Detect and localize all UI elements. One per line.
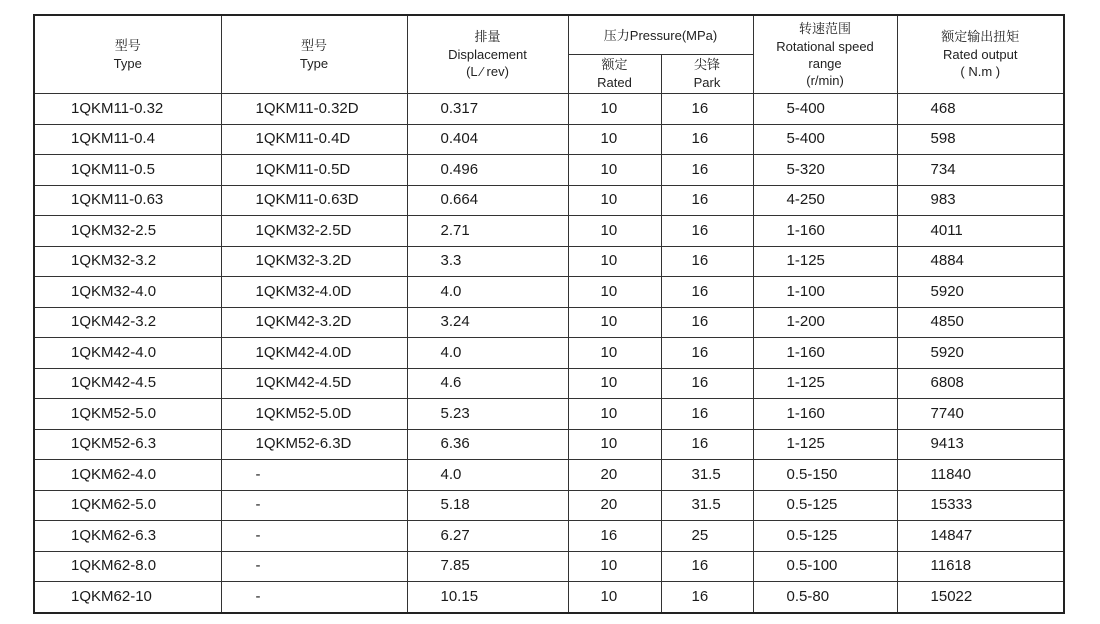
cell-park-pressure: 16 <box>661 216 753 247</box>
table-row <box>34 582 1064 613</box>
header-torque-zh: 额定输出扭矩 <box>941 30 1020 45</box>
cell-park-pressure: 16 <box>661 185 753 216</box>
cell-displacement: 2.71 <box>407 216 568 247</box>
header-torque-unit: ( N.m ) <box>960 64 1001 79</box>
header-displacement-unit: (L ∕ rev) <box>466 64 509 79</box>
cell-rated-torque: 9413 <box>897 429 1064 460</box>
cell-displacement: 4.0 <box>407 338 568 369</box>
header-displacement <box>407 15 568 94</box>
cell-model-d: - <box>221 460 407 491</box>
cell-model: 1QKM62-5.0 <box>34 490 221 521</box>
header-speed-zh: 转速范围 <box>799 21 852 37</box>
cell-park-pressure: 16 <box>661 338 753 369</box>
cell-model-d: 1QKM42-3.2D <box>221 307 407 338</box>
header-torque-en: Rated output <box>943 47 1018 62</box>
cell-rated-torque: 983 <box>897 185 1064 216</box>
header-rated <box>568 55 661 94</box>
cell-speed-range: 0.5-150 <box>753 460 897 491</box>
cell-rated-pressure: 10 <box>568 338 661 369</box>
table-row <box>34 521 1064 552</box>
cell-model: 1QKM42-3.2 <box>34 307 221 338</box>
header-park-zh: 尖锋 <box>694 58 721 73</box>
header-type-1-zh: 型号 <box>114 38 141 54</box>
header-park-en: Park <box>693 75 721 90</box>
cell-park-pressure: 16 <box>661 429 753 460</box>
cell-model: 1QKM62-4.0 <box>34 460 221 491</box>
table-header <box>34 15 1064 94</box>
cell-displacement: 7.85 <box>407 551 568 582</box>
table-row <box>34 460 1064 491</box>
cell-model-d: - <box>221 582 407 613</box>
table-body <box>34 94 1064 613</box>
header-pressure-label: 压力Pressure(MPa) <box>603 27 718 43</box>
cell-model-d: 1QKM32-2.5D <box>221 216 407 247</box>
cell-model: 1QKM42-4.0 <box>34 338 221 369</box>
cell-displacement: 5.23 <box>407 399 568 430</box>
cell-rated-pressure: 10 <box>568 124 661 155</box>
cell-displacement: 10.15 <box>407 582 568 613</box>
cell-rated-pressure: 20 <box>568 490 661 521</box>
cell-park-pressure: 16 <box>661 246 753 277</box>
cell-rated-torque: 14847 <box>897 521 1064 552</box>
cell-park-pressure: 16 <box>661 155 753 186</box>
cell-speed-range: 4-250 <box>753 185 897 216</box>
cell-rated-pressure: 10 <box>568 582 661 613</box>
cell-rated-pressure: 10 <box>568 94 661 125</box>
cell-rated-pressure: 10 <box>568 368 661 399</box>
cell-rated-torque: 4850 <box>897 307 1064 338</box>
cell-speed-range: 0.5-125 <box>753 490 897 521</box>
cell-model-d: 1QKM42-4.0D <box>221 338 407 369</box>
cell-speed-range: 5-320 <box>753 155 897 186</box>
cell-speed-range: 0.5-125 <box>753 521 897 552</box>
cell-speed-range: 0.5-80 <box>753 582 897 613</box>
cell-model-d: 1QKM42-4.5D <box>221 368 407 399</box>
cell-model: 1QKM11-0.63 <box>34 185 221 216</box>
header-displacement-zh: 排量 <box>474 30 501 45</box>
table-row <box>34 307 1064 338</box>
header-type-2 <box>221 15 407 94</box>
cell-model-d: 1QKM11-0.32D <box>221 94 407 125</box>
cell-park-pressure: 16 <box>661 277 753 308</box>
cell-speed-range: 5-400 <box>753 94 897 125</box>
cell-rated-pressure: 10 <box>568 551 661 582</box>
cell-park-pressure: 31.5 <box>661 490 753 521</box>
cell-rated-torque: 11618 <box>897 551 1064 582</box>
header-speed <box>753 15 897 94</box>
cell-rated-pressure: 10 <box>568 185 661 216</box>
cell-model: 1QKM32-3.2 <box>34 246 221 277</box>
cell-displacement: 3.24 <box>407 307 568 338</box>
cell-rated-torque: 4011 <box>897 216 1064 247</box>
cell-park-pressure: 16 <box>661 307 753 338</box>
cell-rated-pressure: 10 <box>568 399 661 430</box>
cell-park-pressure: 16 <box>661 124 753 155</box>
cell-rated-torque: 7740 <box>897 399 1064 430</box>
header-type-2-en: Type <box>299 55 329 71</box>
table-row <box>34 155 1064 186</box>
cell-displacement: 0.404 <box>407 124 568 155</box>
cell-rated-pressure: 10 <box>568 307 661 338</box>
cell-rated-torque: 15022 <box>897 582 1064 613</box>
cell-model-d: 1QKM11-0.63D <box>221 185 407 216</box>
cell-displacement: 6.27 <box>407 521 568 552</box>
cell-model-d: 1QKM32-4.0D <box>221 277 407 308</box>
header-type-1 <box>34 15 221 94</box>
cell-rated-torque: 468 <box>897 94 1064 125</box>
cell-park-pressure: 16 <box>661 368 753 399</box>
cell-rated-torque: 15333 <box>897 490 1064 521</box>
header-speed-en-2: range <box>808 55 842 71</box>
cell-model: 1QKM52-6.3 <box>34 429 221 460</box>
cell-speed-range: 1-100 <box>753 277 897 308</box>
cell-model: 1QKM11-0.5 <box>34 155 221 186</box>
cell-model: 1QKM11-0.4 <box>34 124 221 155</box>
cell-displacement: 4.0 <box>407 460 568 491</box>
cell-rated-pressure: 10 <box>568 277 661 308</box>
cell-displacement: 0.317 <box>407 94 568 125</box>
cell-speed-range: 0.5-100 <box>753 551 897 582</box>
header-torque <box>897 15 1064 94</box>
cell-model: 1QKM62-8.0 <box>34 551 221 582</box>
header-displacement-en: Displacement <box>448 47 527 62</box>
cell-displacement: 6.36 <box>407 429 568 460</box>
cell-model-d: - <box>221 490 407 521</box>
cell-model-d: 1QKM52-6.3D <box>221 429 407 460</box>
cell-rated-pressure: 10 <box>568 246 661 277</box>
cell-rated-torque: 598 <box>897 124 1064 155</box>
cell-rated-pressure: 16 <box>568 521 661 552</box>
cell-displacement: 5.18 <box>407 490 568 521</box>
header-type-2-zh: 型号 <box>300 38 327 54</box>
cell-speed-range: 1-200 <box>753 307 897 338</box>
cell-rated-torque: 4884 <box>897 246 1064 277</box>
cell-park-pressure: 31.5 <box>661 460 753 491</box>
header-row-1 <box>34 15 1064 55</box>
spec-table <box>33 14 1065 614</box>
header-type-1-en: Type <box>113 55 142 71</box>
cell-park-pressure: 16 <box>661 582 753 613</box>
cell-speed-range: 1-160 <box>753 399 897 430</box>
table-row <box>34 246 1064 277</box>
cell-model: 1QKM32-4.0 <box>34 277 221 308</box>
cell-rated-pressure: 20 <box>568 460 661 491</box>
cell-model-d: 1QKM11-0.4D <box>221 124 407 155</box>
cell-park-pressure: 25 <box>661 521 753 552</box>
table-row <box>34 124 1064 155</box>
cell-speed-range: 1-160 <box>753 216 897 247</box>
table-row <box>34 368 1064 399</box>
cell-displacement: 4.6 <box>407 368 568 399</box>
cell-rated-torque: 5920 <box>897 277 1064 308</box>
table-row <box>34 338 1064 369</box>
table-row <box>34 399 1064 430</box>
header-speed-unit: (r/min) <box>806 72 844 88</box>
cell-model: 1QKM11-0.32 <box>34 94 221 125</box>
cell-model: 1QKM52-5.0 <box>34 399 221 430</box>
cell-speed-range: 1-125 <box>753 246 897 277</box>
cell-model: 1QKM62-10 <box>34 582 221 613</box>
cell-model-d: 1QKM52-5.0D <box>221 399 407 430</box>
table-row <box>34 94 1064 125</box>
table-row <box>34 551 1064 582</box>
cell-model: 1QKM62-6.3 <box>34 521 221 552</box>
cell-park-pressure: 16 <box>661 399 753 430</box>
cell-rated-torque: 6808 <box>897 368 1064 399</box>
cell-speed-range: 1-125 <box>753 368 897 399</box>
header-speed-en-1: Rotational speed <box>776 38 874 54</box>
cell-model-d: 1QKM11-0.5D <box>221 155 407 186</box>
cell-displacement: 3.3 <box>407 246 568 277</box>
cell-model: 1QKM42-4.5 <box>34 368 221 399</box>
cell-rated-pressure: 10 <box>568 429 661 460</box>
cell-displacement: 4.0 <box>407 277 568 308</box>
cell-displacement: 0.496 <box>407 155 568 186</box>
header-park <box>661 55 753 94</box>
table-row <box>34 429 1064 460</box>
cell-model-d: - <box>221 521 407 552</box>
cell-model-d: - <box>221 551 407 582</box>
table-row <box>34 277 1064 308</box>
cell-model: 1QKM32-2.5 <box>34 216 221 247</box>
cell-park-pressure: 16 <box>661 551 753 582</box>
header-pressure <box>568 15 753 55</box>
cell-rated-torque: 11840 <box>897 460 1064 491</box>
cell-speed-range: 1-125 <box>753 429 897 460</box>
table-row <box>34 490 1064 521</box>
cell-rated-pressure: 10 <box>568 216 661 247</box>
cell-rated-torque: 5920 <box>897 338 1064 369</box>
cell-rated-torque: 734 <box>897 155 1064 186</box>
cell-speed-range: 5-400 <box>753 124 897 155</box>
cell-speed-range: 1-160 <box>753 338 897 369</box>
cell-displacement: 0.664 <box>407 185 568 216</box>
cell-rated-pressure: 10 <box>568 155 661 186</box>
header-rated-zh: 额定 <box>601 58 628 73</box>
table-row <box>34 185 1064 216</box>
cell-park-pressure: 16 <box>661 94 753 125</box>
header-rated-en: Rated <box>597 75 632 90</box>
table-row <box>34 216 1064 247</box>
cell-model-d: 1QKM32-3.2D <box>221 246 407 277</box>
